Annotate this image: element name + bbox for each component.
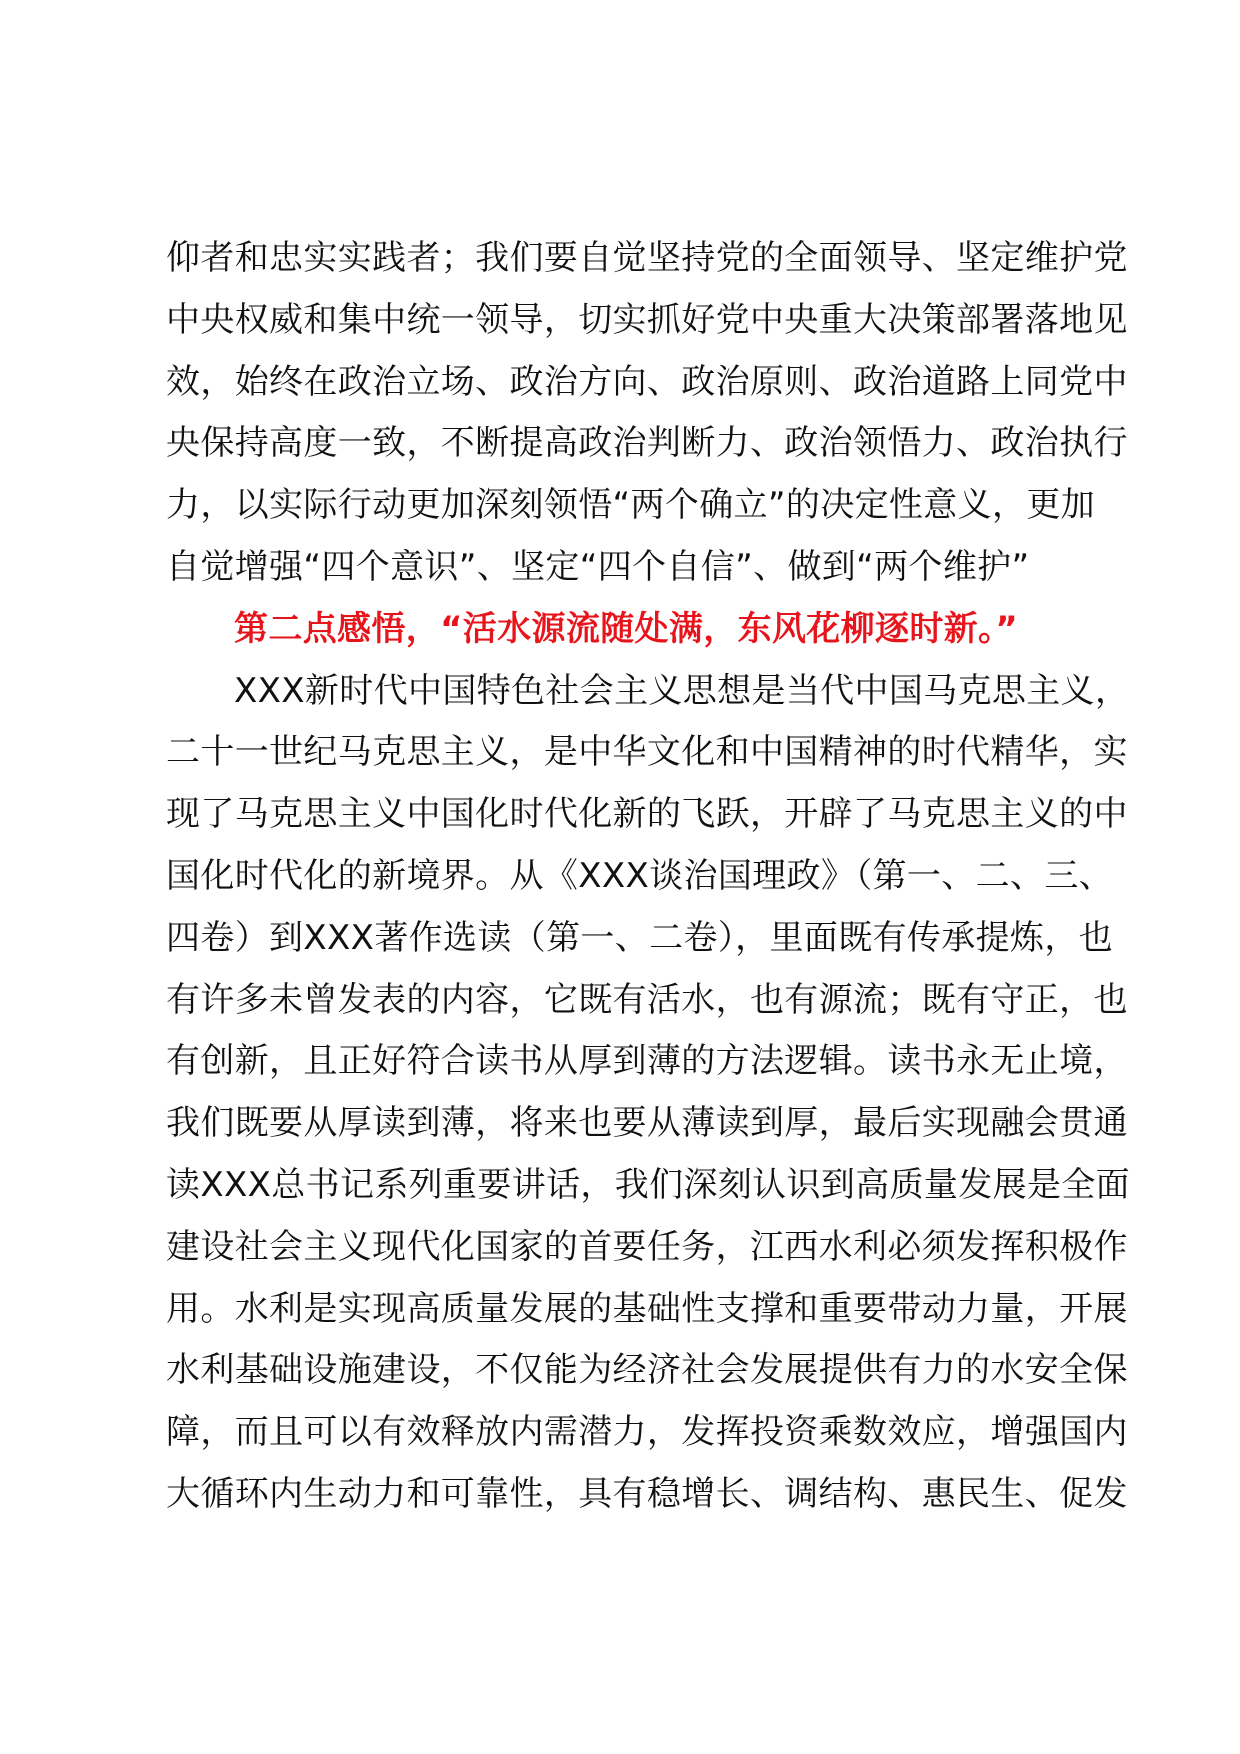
text-line: 障，而且可以有效释放内需潜力，发挥投资乘数效应，增强国内 [166,1412,1128,1453]
text-line: 四卷）到XXX著作选读（第一、二卷），里面既有传承提炼，也 [166,917,1114,958]
document-body [166,228,1131,1526]
text-line: 读XXX总书记系列重要讲话，我们深刻认识到高质量发展是全面 [166,1164,1131,1205]
text-line: 仰者和忠实实践者；我们要自觉坚持党的全面领导、坚定维护党 [166,238,1128,278]
text-line: 用。水利是实现高质量发展的基础性支撑和重要带动力量，开展 [166,1288,1128,1329]
text-line: 我们既要从厚读到薄，将来也要从薄读到厚，最后实现融会贯通 [166,1103,1128,1144]
paragraph-body [166,661,1131,1526]
text-line: 有许多未曾发表的内容，它既有活水，也有源流；既有守正，也 [166,979,1128,1020]
text-line: 水利基础设施建设，不仅能为经济社会发展提供有力的水安全保 [166,1350,1128,1391]
text-line: 大循环内生动力和可靠性，具有稳增长、调结构、惠民生、促发 [166,1473,1128,1514]
text-line: 现了马克思主义中国化时代化新的飞跃，开辟了马克思主义的中 [166,794,1128,835]
text-line: 有创新，且正好符合读书从厚到薄的方法逻辑。读书永无止境， [166,1041,1128,1082]
text-line: 国化时代化的新境界。从《XXX谈治国理政》（第一、二、三、 [166,855,1114,896]
text-line: 自觉增强“四个意识”、坚定“四个自信”、做到“两个维护” [166,546,1030,587]
text-line-first: XXX新时代中国特色社会主义思想是当代中国马克思主义， [234,670,1130,711]
paragraph-continued [166,228,1128,599]
text-line: 中央权威和集中统一领导，切实抓好党中央重大决策部署落地见 [166,299,1128,340]
text-line: 二十一世纪马克思主义，是中华文化和中国精神的时代精华，实 [166,732,1128,773]
text-line: 央保持高度一致，不断提高政治判断力、政治领悟力、政治执行 [166,423,1128,464]
section-heading: 第二点感悟，“活水源流随处满，东风花柳逐时新。” [234,608,1019,649]
text-line: 力，以实际行动更加深刻领悟“两个确立”的决定性意义，更加 [166,485,1096,526]
text-line: 效，始终在政治立场、政治方向、政治原则、政治道路上同党中 [166,361,1128,402]
text-line: 建设社会主义现代化国家的首要任务，江西水利必须发挥积极作 [166,1226,1128,1267]
